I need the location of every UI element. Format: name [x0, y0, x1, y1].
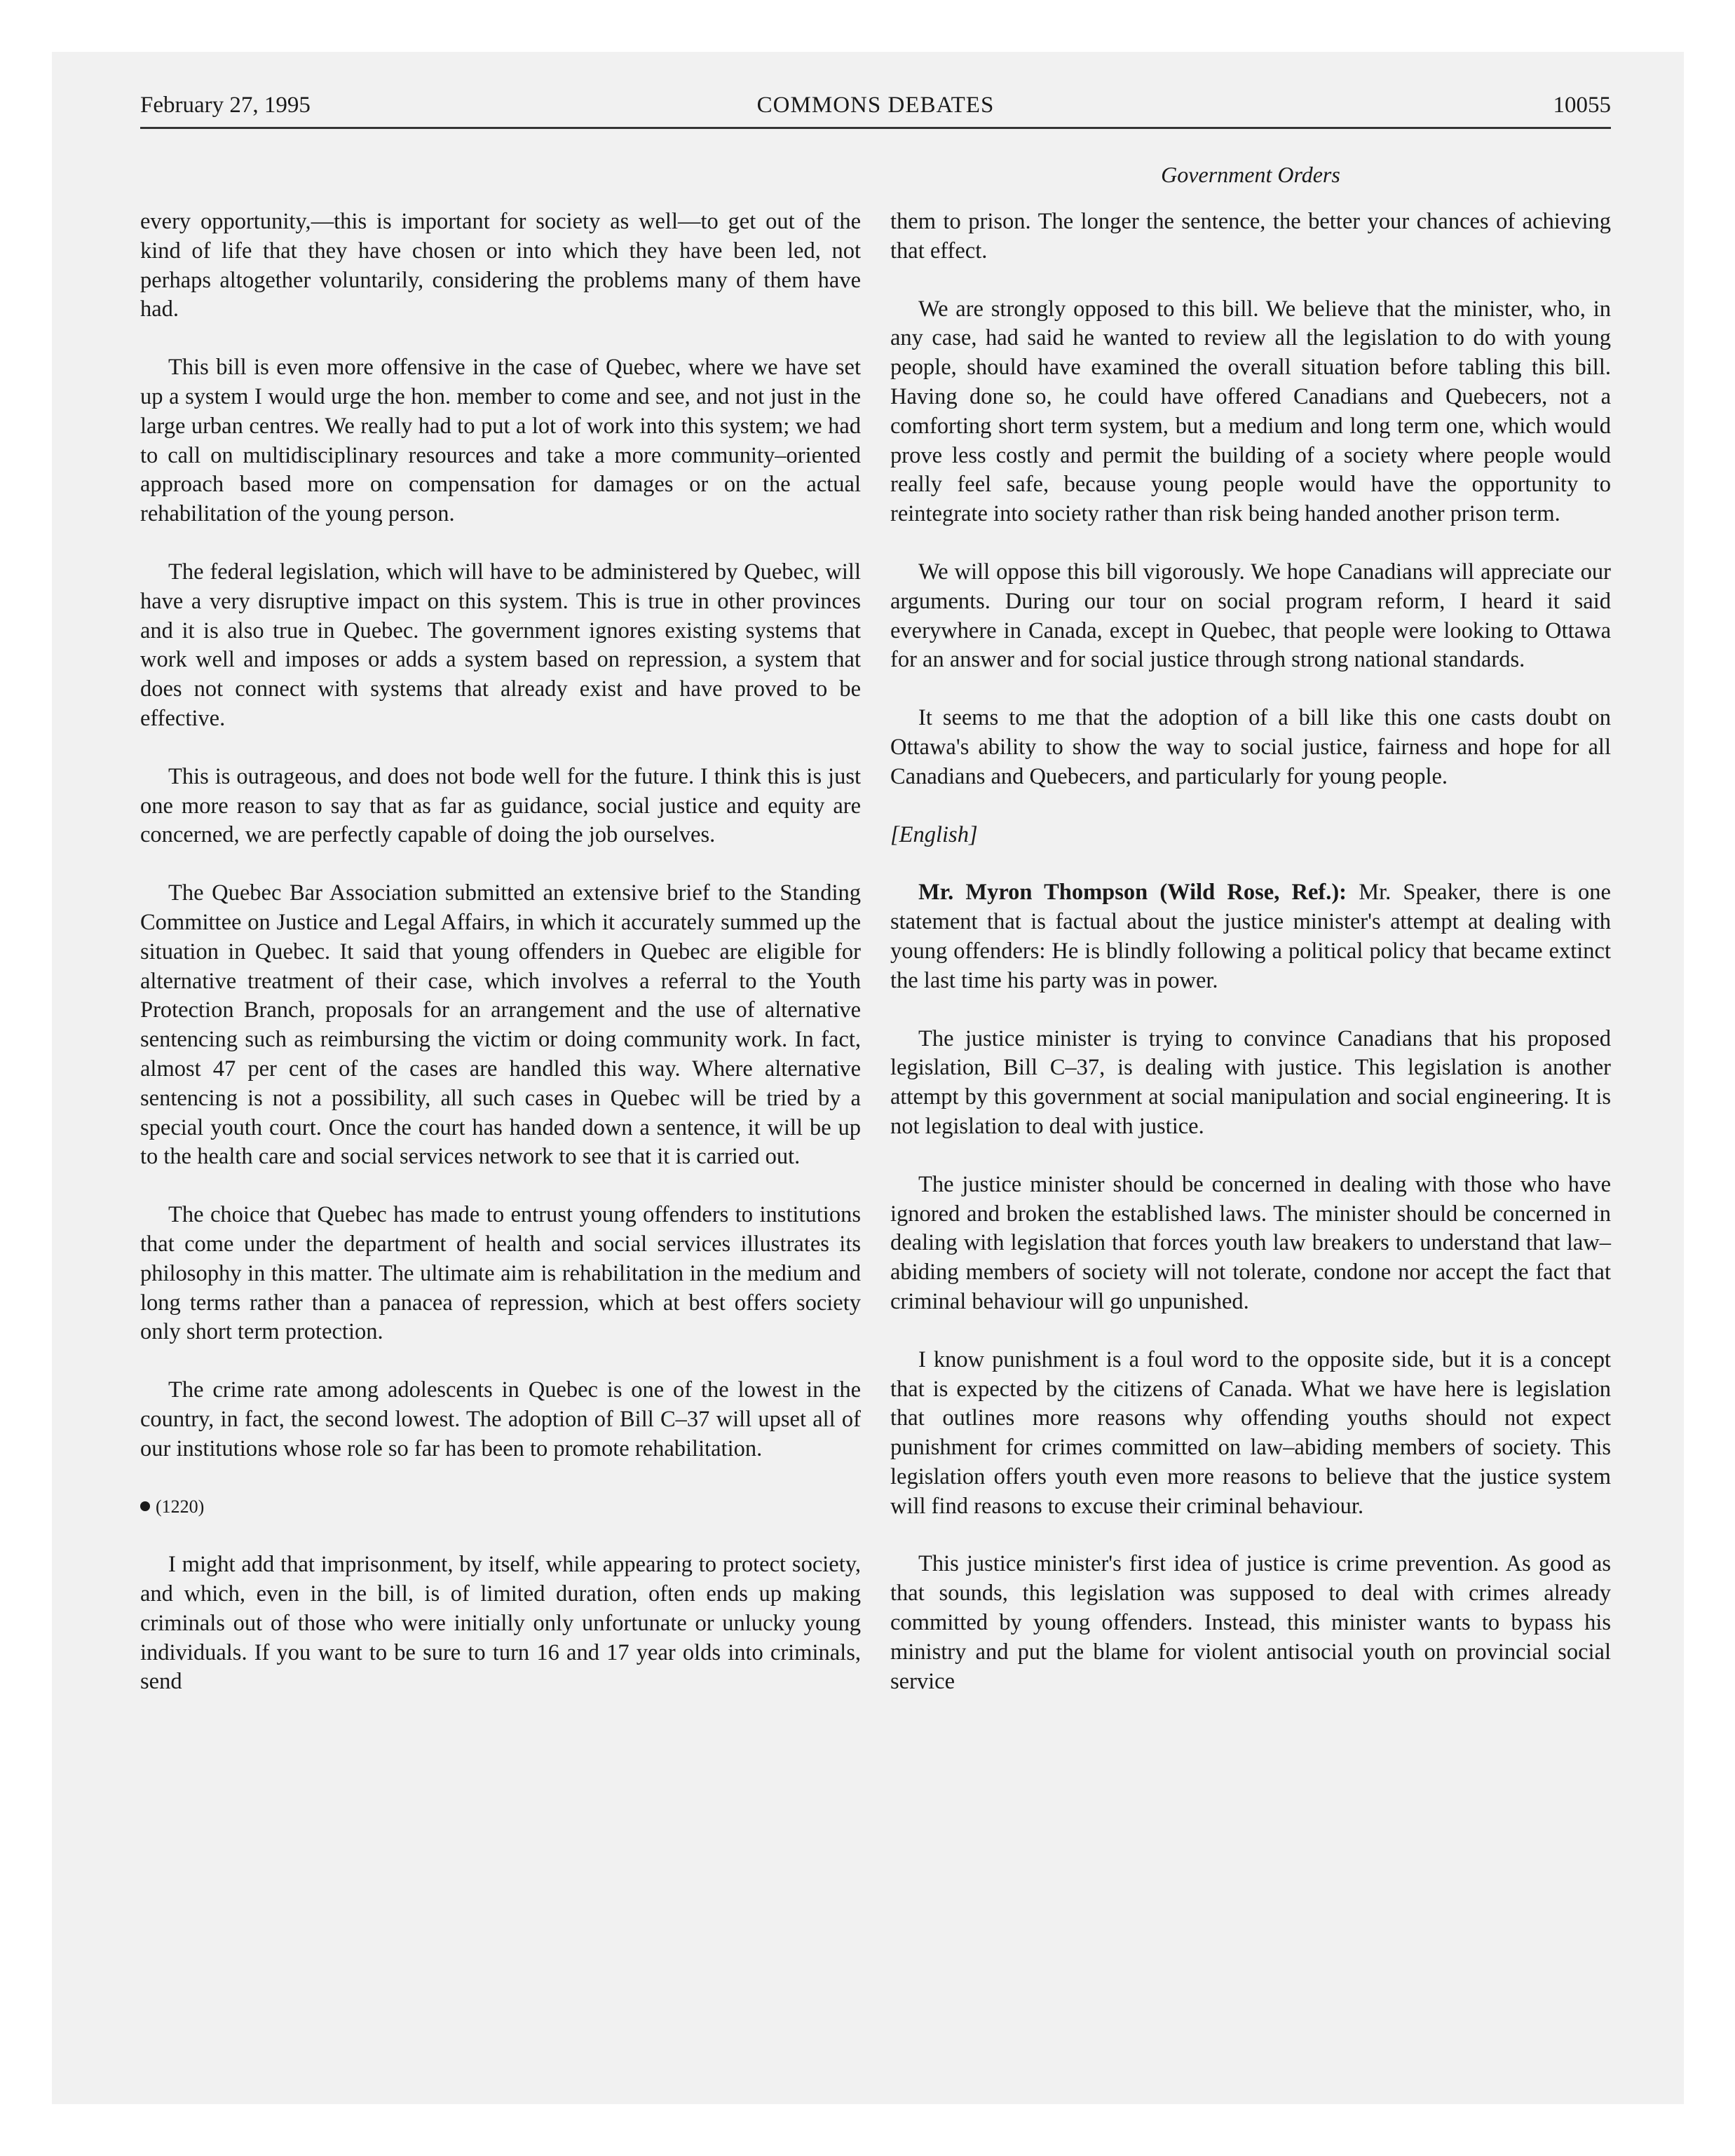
paragraph: The federal legislation, which will have to be administered by Quebec, will have a very disruptive impact on this system. This is true in other provinces and it is also true in Quebec. The government ignores existing systems that work well and imposes or adds a system based on repression, a system that does not connect with systems that already exist and have proved to be effective. [140, 559, 861, 731]
language-note: [English] [890, 821, 978, 847]
paragraph: We will oppose this bill vigorously. We hope Canadians will appreciate our arguments. During our tour on social program reform, I heard it said everywhere in Canada, except in Quebec, that people were looking to Ottawa for an answer and for social justice through strong national standards. [890, 559, 1611, 673]
paragraph: every opportunity,—this is important for society as well—to get out of the kind of life that they have chosen or into which they have been led, not perhaps altogether voluntarily, considering the problems many of them have had. [140, 209, 861, 322]
time-marker [140, 1492, 861, 1522]
paragraph: them to prison. The longer the sentence, the better your chances of achieving that effect. [890, 209, 1611, 264]
paragraph: This is outrageous, and does not bode well for the future. I think this is just one more reason to say that as far as guidance, social justice and equity are concerned, we are perfectly capable of doing the job ourselves. [140, 763, 861, 848]
right-column [890, 207, 1611, 1725]
paragraph: The justice minister should be concerned in dealing with those who have ignored and broken the established laws. The minister should be concerned in dealing with legislation that forces youth law breakers to understand that law–abiding members of society will not tolerate, condone nor accept the fact that criminal behaviour will go unpunished. [890, 1171, 1611, 1314]
header-date: February 27, 1995 [140, 93, 311, 118]
header-rule [140, 127, 1611, 129]
paragraph: It seems to me that the adoption of a bill like this one casts doubt on Ottawa's ability to show the way to social justice, fairness and hope for all Canadians and Quebecers, and particularly for young people. [890, 705, 1611, 789]
bullet-icon [140, 1501, 150, 1511]
paragraph: The justice minister is trying to convince Canadians that his proposed legislation, Bill C–37, is dealing with justice. This legislation is another attempt by this government at social manipulation and social engineering. It is not legislation to deal with justice. [890, 1025, 1611, 1139]
header-page-number: 10055 [1553, 93, 1611, 118]
speaker-text: Mr. Speaker, there is one statement that is factual about the justice minister's attempt at dealing with young offenders: He is blindly following a political policy that became extinct the last time his party was in power. [890, 880, 1611, 993]
speaker-paragraph [890, 878, 1611, 995]
page-header [140, 90, 1611, 125]
paragraph: This justice minister's first idea of justice is crime prevention. As good as that sounds, this legislation was supposed to deal with crimes already committed by young offenders. Instead, this minister wants to bypass his ministry and put the blame for violent antisocial youth on provincial social service [890, 1551, 1611, 1694]
section-label: Government Orders [1161, 162, 1340, 187]
paragraph: This bill is even more offensive in the case of Quebec, where we have set up a system I would urge the hon. member to come and see, and not just in the large urban centres. We really had to put a lot of work into this system; we had to call on multidisciplinary resources and take a more community–oriented approach based more on compensation for damages or on the actual rehabilitation of the young person. [140, 355, 861, 527]
paragraph: I know punishment is a foul word to the opposite side, but it is a concept that is expected by the citizens of Canada. What we have here is legislation that outlines more reasons why offending youths should not expect punishment for crimes committed on law–abiding members of society. This legislation offers youth even more reasons to believe that the justice system will find reasons to excuse their criminal behaviour. [890, 1346, 1611, 1519]
paragraph: The choice that Quebec has made to entrust young offenders to institutions that come under the department of health and social services illustrates its philosophy in this matter. The ultimate aim is rehabilitation in the medium and long terms rather than a panacea of repression, which at best offers society only short term protection. [140, 1202, 861, 1345]
speaker-name: Mr. Myron Thompson (Wild Rose, Ref.): [918, 880, 1347, 906]
paragraph: I might add that imprisonment, by itself, while appearing to protect society, and which, even in the bill, is of limited duration, often ends up making criminals out of those who were initially only unfortunate or unlucky young individuals. If you want to be sure to turn 16 and 17 year olds into criminals, send [140, 1552, 861, 1695]
left-column [140, 207, 861, 1726]
header-title: COMMONS DEBATES [756, 93, 995, 118]
time-marker-text: (1220) [156, 1496, 205, 1517]
paragraph: We are strongly opposed to this bill. We believe that the minister, who, in any case, had said he wanted to review all the legislation to do with young people, should have examined the overall situation before tabling this bill. Having done so, he could have offered Canadians and Quebecers, not a comforting short term system, but a medium and long term one, which would prove less costly and permit the building of a society where people would really feel safe, because young people would have the opportunity to reintegrate into society rather than risk being handed another prison term. [890, 296, 1611, 527]
paragraph: The Quebec Bar Association submitted an extensive brief to the Standing Committee on Justice and Legal Affairs, in which it accurately summed up the situation in Quebec. It said that young offenders in Quebec are eligible for alternative treatment of their case, which involves a referral to the Youth Protection Branch, proposals for an arrangement and the use of alternative sentencing such as reimbursing the victim or doing community work. In fact, almost 47 per cent of the cases are handled this way. Where alternative sentencing is not a possibility, all such cases in Quebec will be tried by a special youth court. Once the court has handed down a sentence, it will be up to the health care and social services network to see that it is carried out. [140, 880, 861, 1170]
paragraph: The crime rate among adolescents in Quebec is one of the lowest in the country, in fact, the second lowest. The adoption of Bill C–37 will upset all of our institutions whose role so far has been to promote rehabilitation. [140, 1377, 861, 1461]
